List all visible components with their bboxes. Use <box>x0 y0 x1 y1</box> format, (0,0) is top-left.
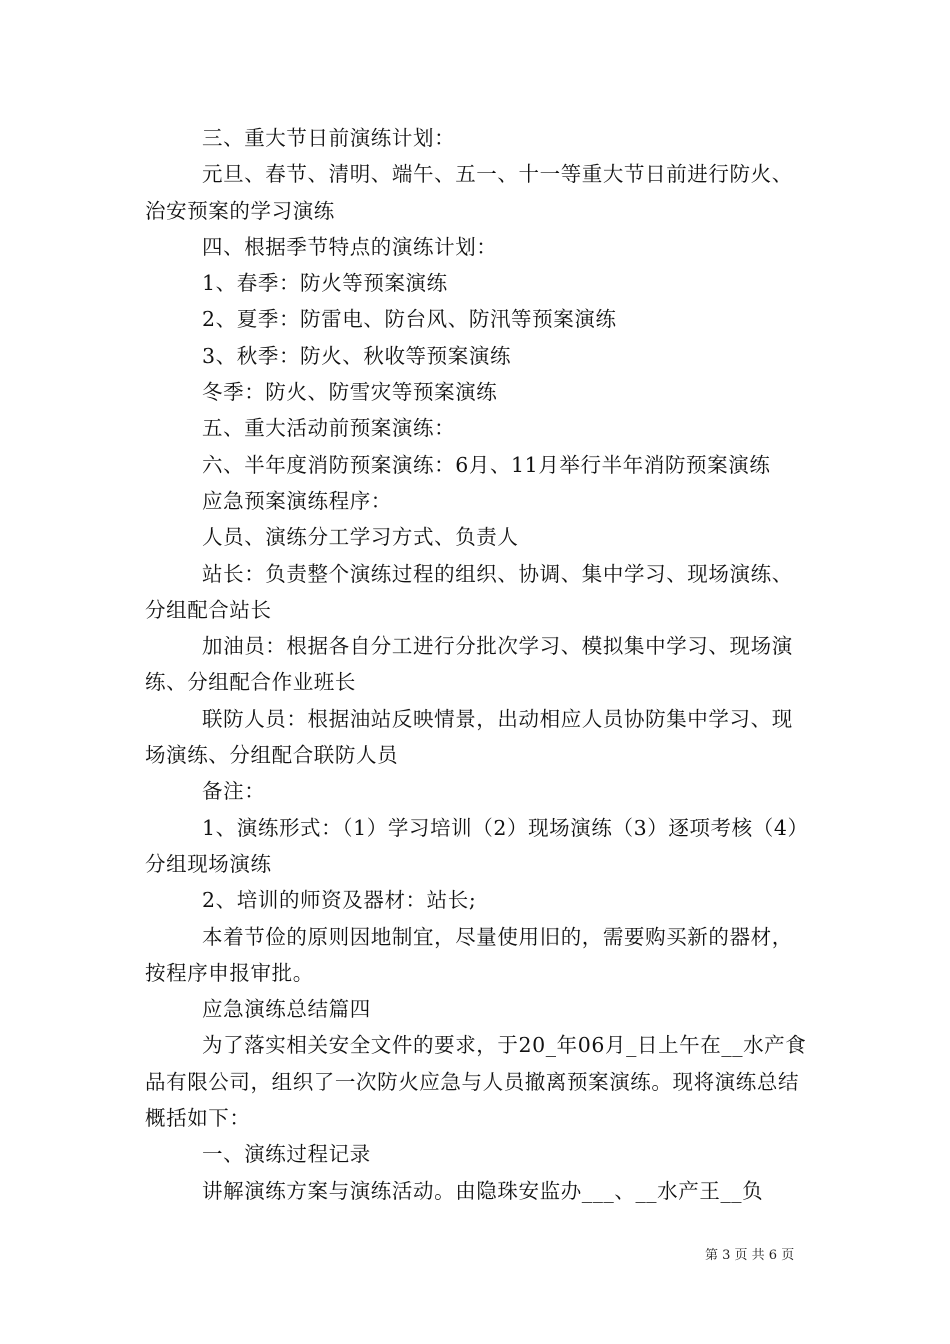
paragraph-joint-defense: 联防人员：根据油站反映情景，出动相应人员协防集中学习、现场演练、分组配合联防人员 <box>145 706 793 768</box>
paragraph-process-record-detail: 讲解演练方案与演练活动。由隐珠安监办___、__水产王__负 <box>202 1178 764 1203</box>
paragraph-procedure-heading: 应急预案演练程序： <box>202 488 392 513</box>
page-number-footer: 第 3 页 共 6 页 <box>705 1248 795 1263</box>
paragraph-station-manager: 站长：负责整个演练过程的组织、协调、集中学习、现场演练、分组配合站长 <box>145 561 793 622</box>
paragraph-frugality: 本着节俭的原则因地制宜，尽量使用旧的，需要购买新的器材，按程序申报审批。 <box>145 924 793 985</box>
paragraph-process-record-heading: 一、演练过程记录 <box>202 1142 371 1167</box>
paragraph-spring: 1、春季：防火等预案演练 <box>202 271 448 296</box>
paragraph-fuel-attendant: 加油员：根据各自分工进行分批次学习、模拟集中学习、现场演练、分组配合作业班长 <box>145 634 793 695</box>
paragraph-drill-forms: 1、演练形式：（1）学习培训（2）现场演练（3）逐项考核（4）分组现场演练 <box>145 815 809 876</box>
paragraph-notes-heading: 备注： <box>202 779 266 804</box>
paragraph-holiday-plan-detail: 元旦、春节、清明、端午、五一、十一等重大节日前进行防火、治安预案的学习演练 <box>145 162 793 223</box>
paragraph-season-plan-heading: 四、根据季节特点的演练计划： <box>202 234 498 259</box>
paragraph-summary-title: 应急演练总结篇四 <box>202 997 371 1022</box>
paragraph-winter: 冬季：防火、防雪灾等预案演练 <box>202 380 498 405</box>
paragraph-half-year-drill: 六、半年度消防预案演练：6月、11月举行半年消防预案演练 <box>202 452 771 477</box>
paragraph-training-resources: 2、培训的师资及器材：站长; <box>202 888 477 913</box>
paragraph-autumn: 3、秋季：防火、秋收等预案演练 <box>202 343 512 368</box>
document-body <box>145 120 810 1209</box>
paragraph-summer: 2、夏季：防雷电、防台风、防汛等预案演练 <box>202 307 617 332</box>
paragraph-holiday-plan-heading: 三、重大节日前演练计划： <box>202 126 456 150</box>
paragraph-major-event-heading: 五、重大活动前预案演练： <box>202 416 456 441</box>
paragraph-staff-roles: 人员、演练分工学习方式、负责人 <box>202 525 519 550</box>
paragraph-summary-intro: 为了落实相关安全文件的要求，于20_年06月_日上午在__水产食品有限公司，组织了一次防火应急与人员撤离预案演练。现将演练总结概括如下： <box>145 1033 807 1131</box>
